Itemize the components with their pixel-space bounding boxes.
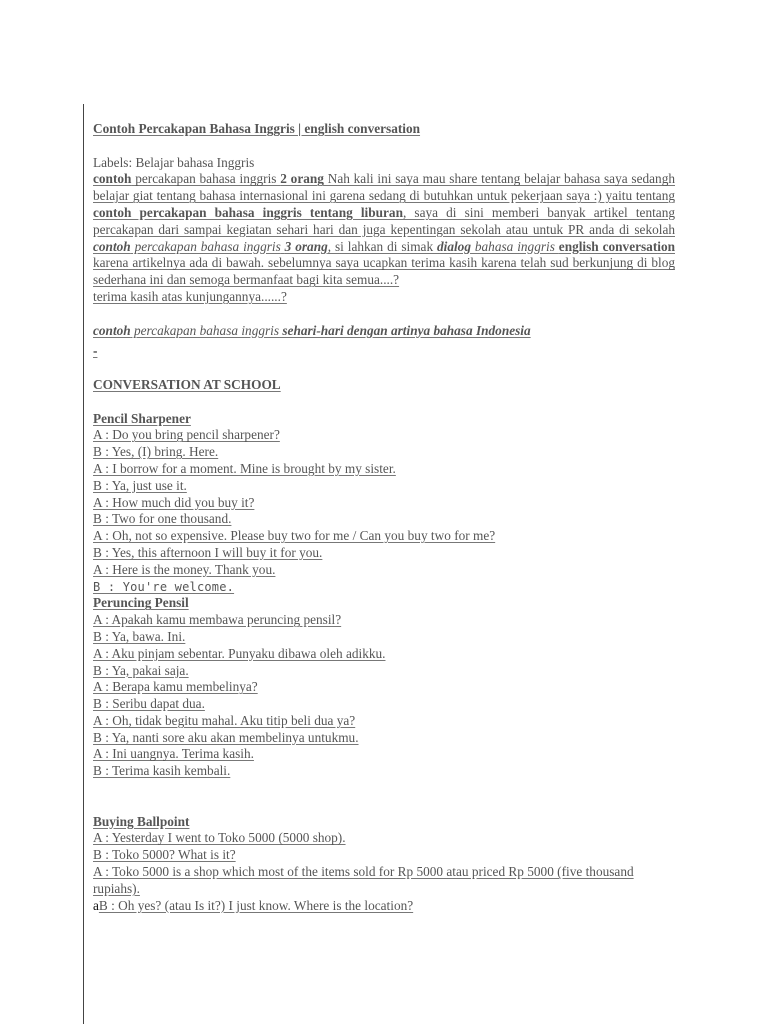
dialog-line: A : Aku pinjam sebentar. Punyaku dibawa oleh adikku. (93, 645, 386, 661)
dialog-line: A : Berapa kamu membelinya? (93, 679, 258, 695)
dialog-line: B : Ya, nanti sore aku akan membelinya untukmu. (93, 729, 359, 745)
spacer (93, 306, 675, 323)
dialog-line: aB : Oh yes? (atau Is it?) I just know. Where is the location? (93, 897, 414, 913)
dash: - (93, 343, 98, 359)
margin-line (83, 104, 84, 1024)
thanks-line: terima kasih atas kunjungannya......? (93, 288, 287, 304)
dialog-line: A : Oh, not so expensive. Please buy two for me / Can you buy two for me? (93, 528, 496, 544)
dialog-line: B : You're welcome. (93, 579, 235, 594)
spacer (93, 797, 675, 814)
dialog-line: A : Oh, tidak begitu mahal. Aku titip beli dua ya? (93, 712, 356, 728)
dialog-line: A : I borrow for a moment. Mine is brought by my sister. (93, 460, 396, 476)
dialog-title: Buying Ballpoint (93, 813, 190, 829)
spacer (93, 394, 675, 411)
subheading: contoh percakapan bahasa inggris sehari-hari dengan artinya bahasa Indonesia (93, 322, 531, 338)
dialog-line: B : Toko 5000? What is it? (93, 847, 236, 863)
dialog-title: Pencil Sharpener (93, 410, 191, 426)
dialog-line: B : Terima kasih kembali. (93, 763, 231, 779)
dialog-line: B : Ya, bawa. Ini. (93, 628, 186, 644)
dialog-line: A : Here is the money. Thank you. (93, 561, 276, 577)
dialog-line: B : Ya, pakai saja. (93, 662, 189, 678)
dialog-line: A : Yesterday I went to Toko 5000 (5000 shop). (93, 830, 346, 846)
document-body (93, 121, 675, 914)
dialog-line: B : Ya, just use it. (93, 477, 187, 493)
dialog-line: B : Two for one thousand. (93, 511, 232, 527)
labels-line: Labels: Belajar bahasa Inggris (93, 154, 255, 170)
dialog-line: A : Apakah kamu membawa peruncing pensil? (93, 612, 342, 628)
doc-title: Contoh Percakapan Bahasa Inggris | english conversation (93, 121, 421, 136)
spacer (93, 138, 675, 155)
dialog-line: A : Do you bring pencil sharpener? (93, 427, 280, 443)
dialog-line: B : Seribu dapat dua. (93, 696, 205, 712)
dialog-line: B : Yes, (I) bring. Here. (93, 444, 219, 460)
dialog-line: A : Toko 5000 is a shop which most of the items sold for Rp 5000 atau priced Rp 5000 (five thousand rupiahs). (93, 864, 634, 896)
dialog-line: A : How much did you buy it? (93, 494, 255, 510)
dialog-line: B : Yes, this afternoon I will buy it for you. (93, 544, 323, 560)
dialog-line: A : Ini uangnya. Terima kasih. (93, 746, 254, 762)
section-title: CONVERSATION AT SCHOOL (93, 376, 281, 392)
intro-paragraph: contoh percakapan bahasa inggris 2 orang Nah kali ini saya mau share tentang belajar bahasa saya sedangh belajar giat tentang bahasa internasional ini garena sedang di butuhkan untuk pekerjaan saya :) yaitu tentang contoh percakapan bahasa inggris tentang liburan, saya di sini memberi banyak artikel tentang percakapan dari sampai kegiatan sehari hari dan juga kepentingan sekolah atau untuk PR anda di sekolah contoh percakapan bahasa inggris 3 orang, si lahkan di simak dialog bahasa inggris english conversation karena artikelnya ada di bawah. sebelumnya saya ucapkan terima kasih karena telah sud berkunjung di blog sederhana ini dan semoga bermanfaat bagi kita semua....? (93, 171, 675, 288)
spacer (93, 360, 675, 377)
spacer (93, 780, 675, 797)
dialog-title: Peruncing Pensil (93, 595, 189, 611)
